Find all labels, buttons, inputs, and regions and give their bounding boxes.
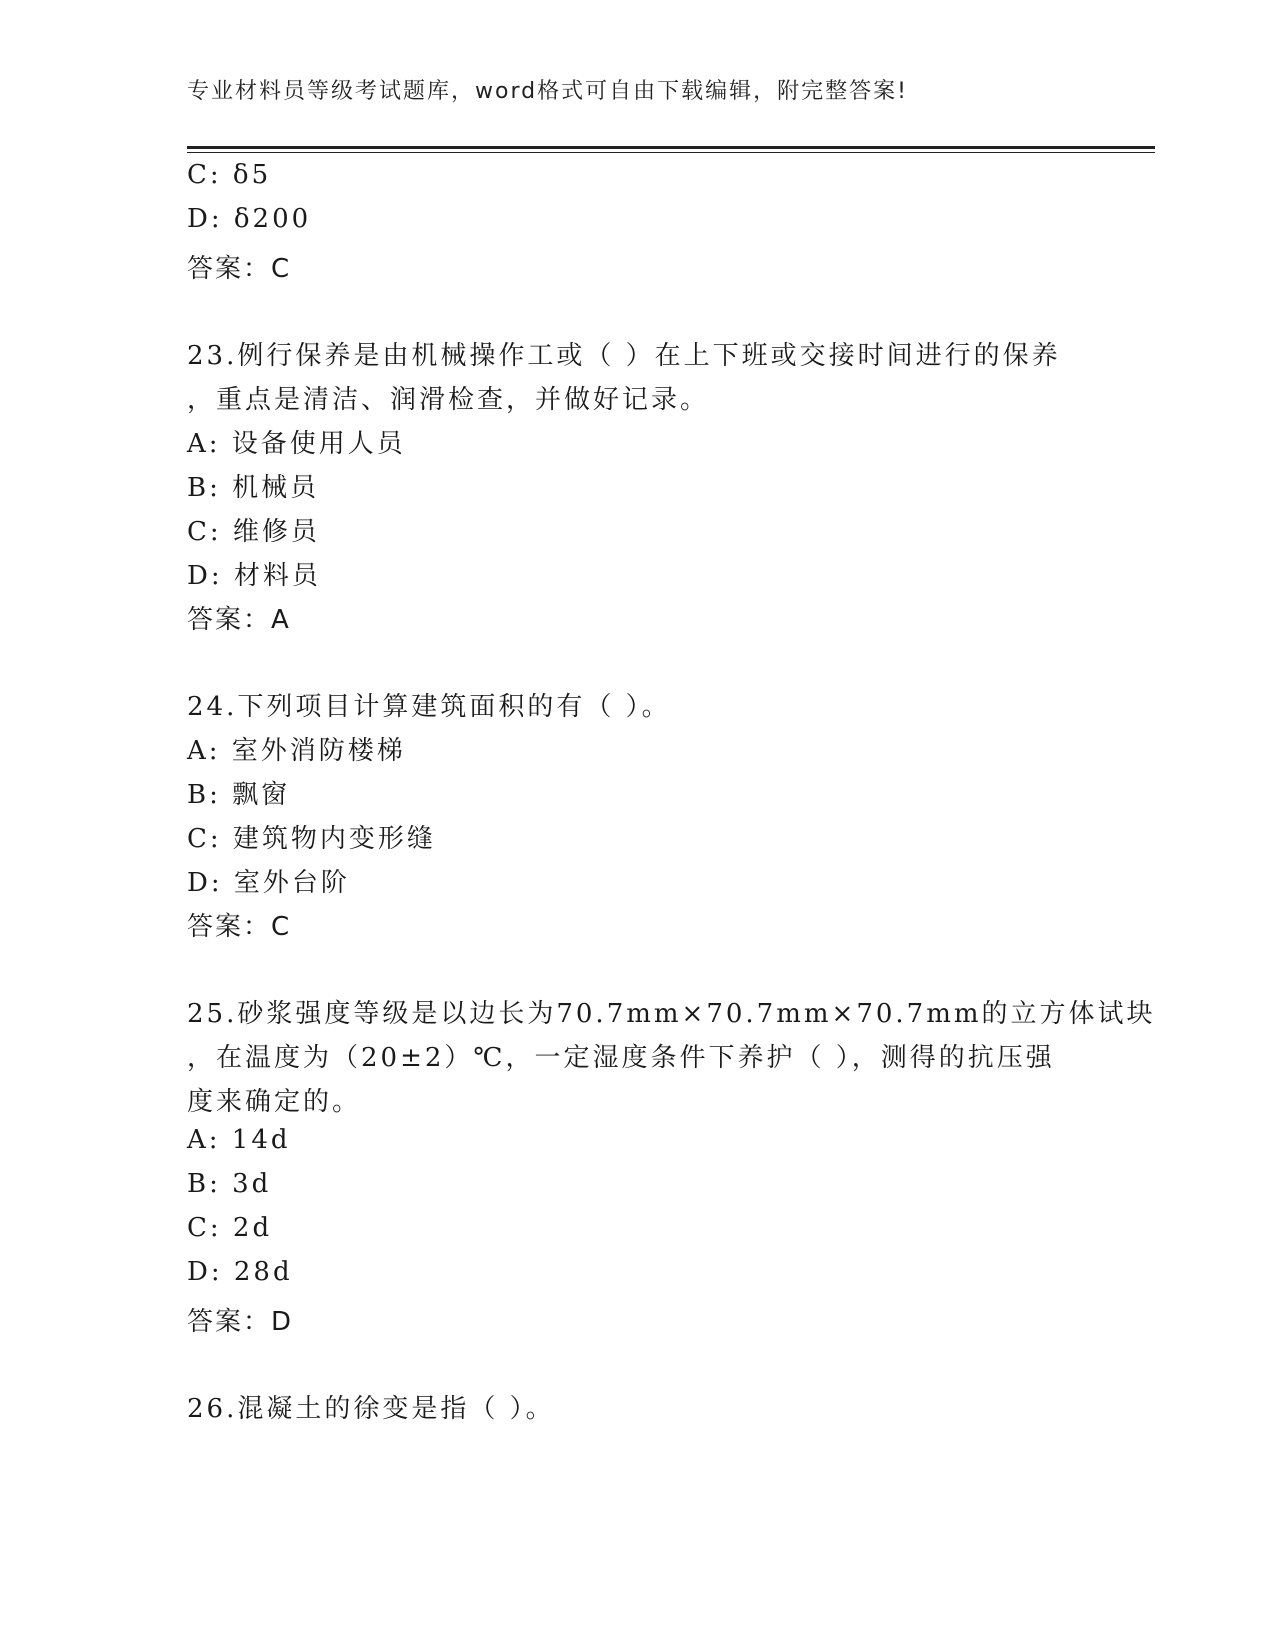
option-line: D: 室外台阶 <box>187 868 350 898</box>
answer-line: 答案：A <box>187 605 291 635</box>
option-line: A: 14d <box>187 1125 291 1155</box>
question-stem: 26.混凝土的徐变是指（ ）。 <box>187 1394 555 1424</box>
question-stem: ，在温度为（20±2）℃，一定湿度条件下养护（ ），测得的抗压强 <box>187 1043 1055 1073</box>
question-stem: 23.例行保养是由机械操作工或（ ）在上下班或交接时间进行的保养 <box>187 341 1061 371</box>
question-stem: 25.砂浆强度等级是以边长为70.7mm×70.7mm×70.7mm的立方体试块 <box>187 999 1156 1029</box>
option-line: C: δ5 <box>187 160 272 190</box>
header-rule-thin <box>187 152 1155 153</box>
option-line: D: 材料员 <box>187 561 321 591</box>
option-line: B: 飘窗 <box>187 780 291 810</box>
answer-line: 答案：C <box>187 254 292 284</box>
option-line: D: 28d <box>187 1257 293 1287</box>
option-line: C: 2d <box>187 1213 273 1243</box>
question-stem: 度来确定的。 <box>187 1087 362 1117</box>
option-line: D: δ200 <box>187 204 312 234</box>
option-line: C: 建筑物内变形缝 <box>187 824 436 854</box>
option-line: C: 维修员 <box>187 517 320 547</box>
option-line: B: 机械员 <box>187 473 320 503</box>
header-rule-thick <box>187 146 1155 149</box>
answer-line: 答案：C <box>187 912 292 942</box>
answer-line: 答案：D <box>187 1307 294 1337</box>
question-stem: 24.下列项目计算建筑面积的有（ ）。 <box>187 692 671 722</box>
question-stem: ，重点是清洁、润滑检查，并做好记录。 <box>187 385 710 415</box>
page-header: 专业材料员等级考试题库，word格式可自由下载编辑，附完整答案! <box>187 79 908 104</box>
option-line: A: 室外消防楼梯 <box>187 736 406 766</box>
option-line: B: 3d <box>187 1169 272 1199</box>
option-line: A: 设备使用人员 <box>187 429 406 459</box>
